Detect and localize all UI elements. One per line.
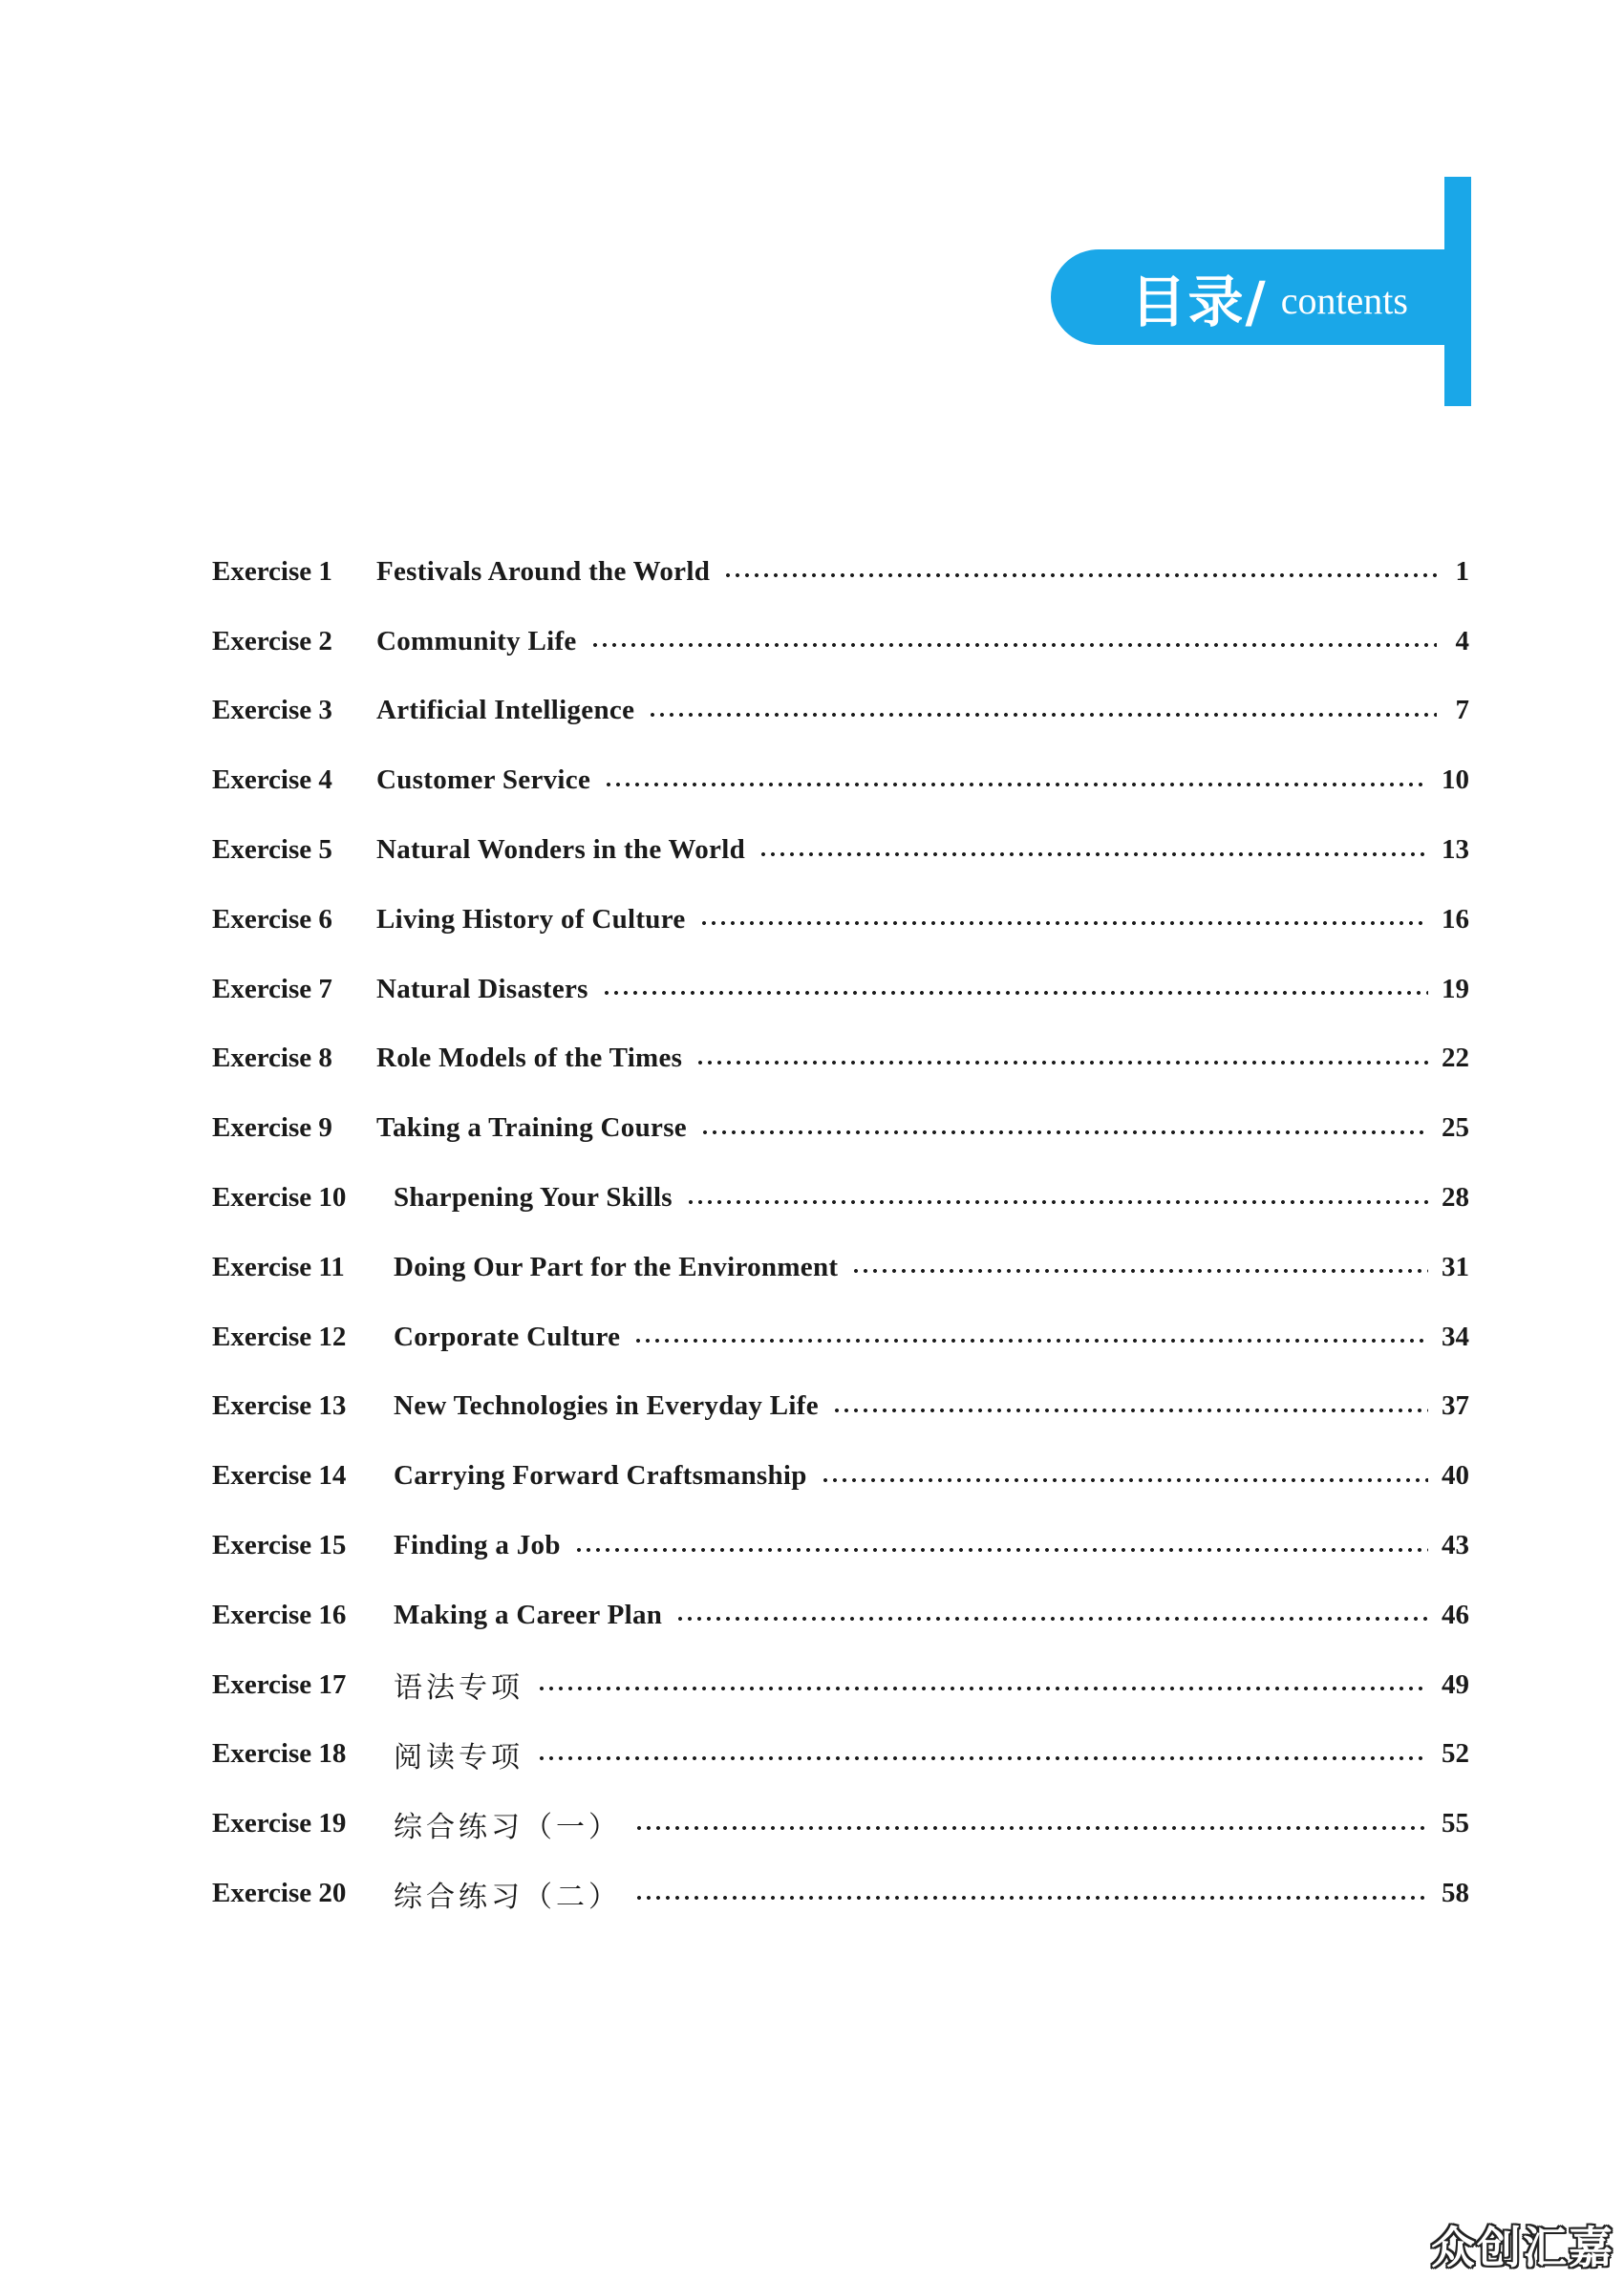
toc-exercise-label: Exercise 18 <box>212 1738 347 1770</box>
toc-entry-title: 综合练习（二） <box>394 1880 621 1914</box>
toc-page-number: 22 <box>1442 1043 1469 1074</box>
toc-page-number: 52 <box>1442 1738 1469 1770</box>
toc-exercise-label: Exercise 6 <box>212 903 332 935</box>
toc-entry[interactable] <box>212 745 1469 815</box>
banner-title-pill <box>1051 249 1452 345</box>
toc-exercise-label: Exercise 16 <box>212 1599 347 1630</box>
dot-leader <box>537 1686 1428 1691</box>
dot-leader <box>832 1408 1428 1413</box>
toc-page-number: 25 <box>1442 1112 1469 1144</box>
toc-entry[interactable] <box>212 955 1469 1024</box>
toc-entry[interactable] <box>212 1441 1469 1511</box>
dot-leader <box>634 1895 1428 1901</box>
toc-entry[interactable] <box>212 607 1469 677</box>
dot-leader <box>700 1129 1428 1135</box>
toc-exercise-label: Exercise 8 <box>212 1043 332 1074</box>
toc-page-number: 46 <box>1442 1599 1469 1630</box>
page-title-en: contents <box>1280 278 1408 322</box>
toc-entry-title: Corporate Culture <box>394 1321 621 1352</box>
toc-entry-title: Taking a Training Course <box>376 1112 687 1144</box>
toc-entry[interactable] <box>212 815 1469 885</box>
toc-entry[interactable] <box>212 1720 1469 1790</box>
toc-entry[interactable] <box>212 1372 1469 1442</box>
toc-exercise-label: Exercise 4 <box>212 764 332 796</box>
toc-page-number: 13 <box>1442 834 1469 866</box>
toc-entry-title: Making a Career Plan <box>394 1599 663 1630</box>
toc-page-number: 19 <box>1442 973 1469 1004</box>
toc-exercise-label: Exercise 13 <box>212 1390 347 1422</box>
toc-page-number: 16 <box>1442 903 1469 935</box>
dot-leader <box>851 1268 1428 1274</box>
toc-entry-title: Finding a Job <box>394 1530 561 1561</box>
toc-page-number: 7 <box>1455 695 1469 726</box>
toc-entry[interactable] <box>212 1581 1469 1650</box>
table-of-contents <box>212 537 1469 1928</box>
toc-entry-title: Living History of Culture <box>376 903 686 935</box>
toc-exercise-label: Exercise 11 <box>212 1251 345 1282</box>
toc-exercise-label: Exercise 7 <box>212 973 332 1004</box>
toc-entry-title: 阅读专项 <box>394 1740 524 1775</box>
toc-page-number: 43 <box>1442 1530 1469 1561</box>
toc-entry[interactable] <box>212 1859 1469 1928</box>
toc-entry-title: Natural Wonders in the World <box>376 834 745 866</box>
toc-entry-title: Artificial Intelligence <box>376 695 635 726</box>
toc-entry-title: New Technologies in Everyday Life <box>394 1390 819 1422</box>
toc-page-number: 34 <box>1442 1321 1469 1352</box>
toc-exercise-label: Exercise 19 <box>212 1808 347 1839</box>
toc-exercise-label: Exercise 12 <box>212 1321 347 1352</box>
page-title-cn: 目录/ <box>1130 269 1268 334</box>
toc-entry[interactable] <box>212 1511 1469 1581</box>
toc-entry-title: Role Models of the Times <box>376 1043 683 1074</box>
dot-leader <box>633 1338 1428 1344</box>
toc-entry[interactable] <box>212 1789 1469 1859</box>
toc-page-number: 1 <box>1455 555 1469 587</box>
toc-entry-title: Customer Service <box>376 764 591 796</box>
dot-leader <box>723 572 1437 578</box>
toc-exercise-label: Exercise 5 <box>212 834 332 866</box>
toc-page-number: 40 <box>1442 1460 1469 1492</box>
dot-leader <box>537 1755 1428 1761</box>
toc-exercise-label: Exercise 17 <box>212 1668 347 1700</box>
toc-page-number: 58 <box>1442 1878 1469 1909</box>
dot-leader <box>699 920 1428 926</box>
toc-entry-title: Community Life <box>376 625 577 656</box>
toc-exercise-label: Exercise 10 <box>212 1182 347 1214</box>
toc-entry-title: Sharpening Your Skills <box>394 1182 673 1214</box>
toc-entry-title: Carrying Forward Craftsmanship <box>394 1460 807 1492</box>
toc-entry[interactable] <box>212 885 1469 955</box>
dot-leader <box>759 851 1428 857</box>
toc-entry-title: Natural Disasters <box>376 973 588 1004</box>
dot-leader <box>695 1060 1428 1065</box>
toc-entry[interactable] <box>212 1233 1469 1302</box>
toc-page-number: 55 <box>1442 1808 1469 1839</box>
toc-entry[interactable] <box>212 1650 1469 1720</box>
watermark-logo: 众创汇嘉 <box>1431 2222 1614 2273</box>
toc-entry-title: 综合练习（一） <box>394 1810 621 1844</box>
toc-entry[interactable] <box>212 1163 1469 1233</box>
toc-page-number: 31 <box>1442 1251 1469 1282</box>
toc-exercise-label: Exercise 9 <box>212 1112 332 1144</box>
toc-exercise-label: Exercise 15 <box>212 1530 347 1561</box>
toc-entry[interactable] <box>212 1302 1469 1372</box>
toc-entry[interactable] <box>212 537 1469 607</box>
toc-page-number: 4 <box>1455 625 1469 656</box>
toc-exercise-label: Exercise 14 <box>212 1460 347 1492</box>
toc-entry[interactable] <box>212 1024 1469 1094</box>
toc-entry[interactable] <box>212 1093 1469 1163</box>
toc-exercise-label: Exercise 2 <box>212 625 332 656</box>
toc-page-number: 28 <box>1442 1182 1469 1214</box>
dot-leader <box>675 1616 1428 1622</box>
toc-exercise-label: Exercise 1 <box>212 555 332 587</box>
toc-entry-title: Festivals Around the World <box>376 555 711 587</box>
contents-banner <box>1051 177 1471 406</box>
toc-exercise-label: Exercise 3 <box>212 695 332 726</box>
dot-leader <box>602 990 1428 996</box>
dot-leader <box>648 712 1437 718</box>
dot-leader <box>574 1547 1428 1553</box>
toc-entry[interactable] <box>212 677 1469 746</box>
toc-page-number: 49 <box>1442 1668 1469 1700</box>
dot-leader <box>590 642 1437 648</box>
toc-entry-title: Doing Our Part for the Environment <box>394 1251 839 1282</box>
toc-page-number: 10 <box>1442 764 1469 796</box>
dot-leader <box>821 1477 1428 1483</box>
toc-page-number: 37 <box>1442 1390 1469 1422</box>
toc-exercise-label: Exercise 20 <box>212 1878 347 1909</box>
dot-leader <box>686 1199 1428 1205</box>
toc-entry-title: 语法专项 <box>394 1671 524 1706</box>
dot-leader <box>604 782 1428 787</box>
dot-leader <box>634 1825 1428 1831</box>
